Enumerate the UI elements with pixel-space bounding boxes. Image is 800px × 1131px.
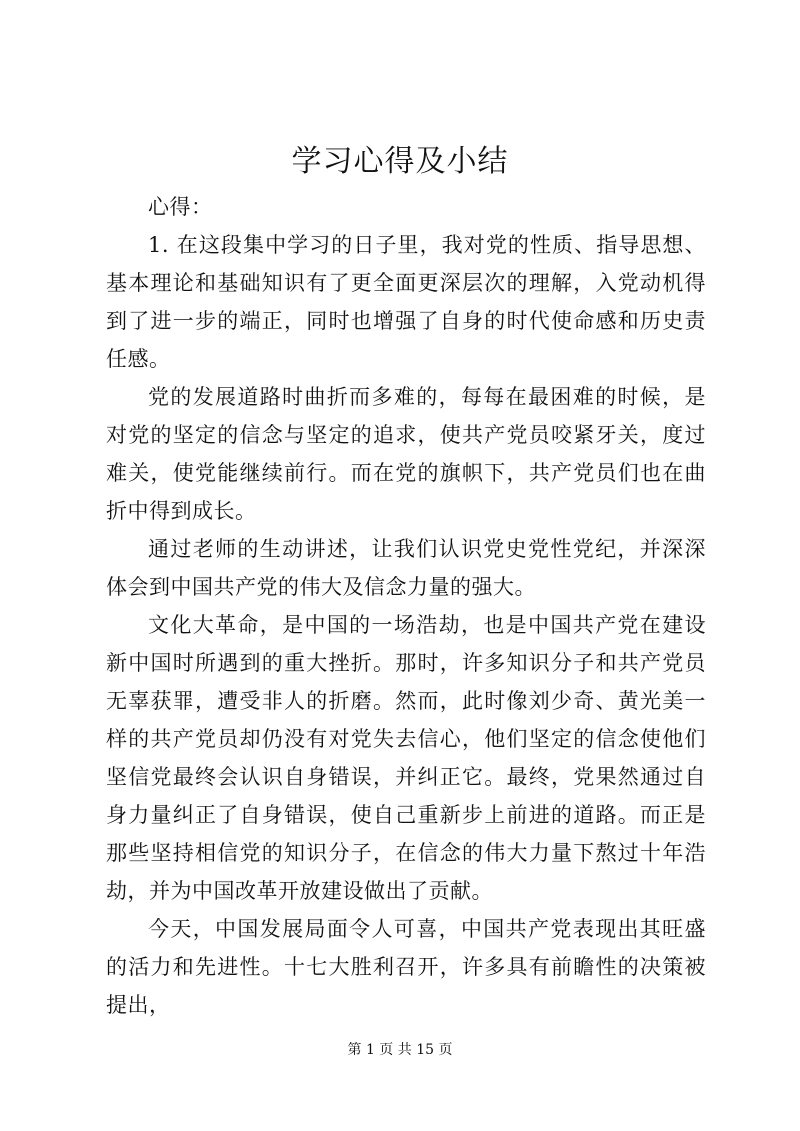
paragraph-heading: 心得： xyxy=(148,195,213,219)
paragraph: 党的发展道路时曲折而多难的，每每在最困难的时候，是对党的坚定的信念与坚定的追求，使共产党员咬紧牙关，度过难关，使党能继续前行。而在党的旗帜下，共产党员们也在曲折中得到成长。 xyxy=(106,385,706,523)
paragraph: 1. 在这段集中学习的日子里，我对党的性质、指导思想、基本理论和基础知识有了更全面更深层次的理解，入党动机得到了进一步的端正，同时也增强了自身的时代使命感和历史责任感。 xyxy=(106,233,706,371)
document-title: 学习心得及小结 xyxy=(291,144,509,179)
paragraph: 文化大革命，是中国的一场浩劫，也是中国共产党在建设新中国时所遇到的重大挫折。那时，许多知识分子和共产党员无辜获罪，遭受非人的折磨。然而，此时像刘少奇、黄光美一样的共产党员却仍没有对党失去信心，他们坚定的信念使他们坚信党最终会认识自身错误，并纠正它。最终，党果然通过自身力量纠正了自身错误，使自己重新步上前进的道路。而正是那些坚持相信党的知识分子，在信念的伟大力量下熬过十年浩劫，并为中国改革开放建设做出了贡献。 xyxy=(106,613,706,903)
document-body xyxy=(106,188,706,1024)
paragraph: 通过老师的生动讲述，让我们认识党史党性党纪，并深深体会到中国共产党的伟大及信念力量的强大。 xyxy=(106,537,706,599)
page-footer: 第 1 页 共 15 页 xyxy=(347,1042,453,1058)
paragraph: 今天，中国发展局面令人可喜，中国共产党表现出其旺盛的活力和先进性。十七大胜利召开，许多具有前瞻性的决策被提出， xyxy=(106,917,706,1017)
